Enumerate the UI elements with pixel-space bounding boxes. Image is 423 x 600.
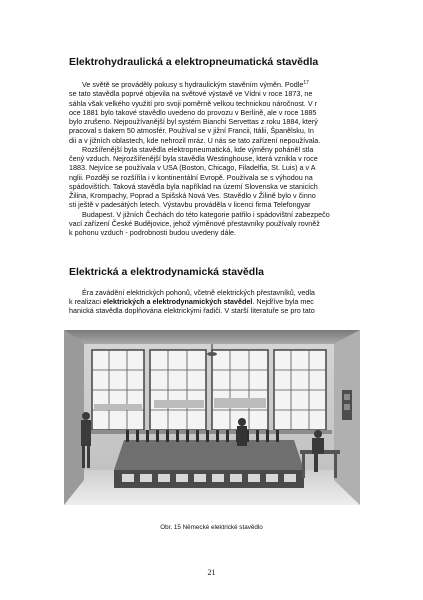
line2-prefix: k realizaci bbox=[69, 297, 103, 306]
section-body-hydraulic-line bbox=[69, 117, 318, 126]
section-body-hydraulic-line bbox=[69, 200, 311, 209]
section-body-hydraulic-line bbox=[69, 154, 318, 163]
section-body-hydraulic-line bbox=[69, 173, 313, 182]
line-text: nglii. Později se rozšířila i v kontinentální Evropě. Používala se s výhodou na bbox=[69, 172, 313, 182]
section-body-hydraulic-line bbox=[69, 163, 316, 172]
section-body-hydraulic-line bbox=[69, 89, 312, 98]
section-body-hydraulic-line bbox=[69, 228, 236, 237]
line-text: vací zařízení České Budějovice, jehož výměnové přestavníky používaly rovněž bbox=[69, 218, 320, 228]
figure-caption: Obr. 15 Německé elektrické stavědlo bbox=[160, 524, 263, 531]
line-text: se tato stavědla poprvé objevila na světové výstavě ve Vídni v roce 1873, ne bbox=[69, 89, 313, 99]
line-text: spádovištích. Taková stavědla byla například na území Slovenska ve stanicích bbox=[69, 181, 318, 191]
section-heading-hydraulic: Elektrohydraulická a elektropneumatická stavědla bbox=[69, 56, 319, 68]
section-body-electric-line-2 bbox=[69, 297, 314, 306]
section-body-electric-line-1: Éra zavádění elektrických pohonů, včetně elektrických přestavníků, vedla bbox=[82, 288, 315, 297]
line-text: čený vzduch. Nejrozšířenější byla stavědla Westinghouse, která vznikla v roce bbox=[69, 154, 318, 163]
section-body-hydraulic-line bbox=[69, 99, 317, 108]
line-text: oce 1881 bylo takové stavědlo uvedeno do provozu v Berlíně, ale v roce 1885 bbox=[69, 107, 317, 117]
section-body-hydraulic-line bbox=[69, 219, 320, 228]
line-text: sáhla však velkého využití pro svoji poměrně velkou technickou náročnost. V r bbox=[69, 98, 318, 108]
section-body-hydraulic-line bbox=[82, 145, 313, 154]
section-body-hydraulic-line bbox=[69, 191, 316, 200]
line-text: k pohonu vzduch - podrobnosti budou uvedeny dále. bbox=[69, 228, 237, 237]
line-text: sti ještě v padesátých letech. Výstavbu prováděla v licenci firma Telefongyar bbox=[69, 200, 311, 210]
section-body-hydraulic-line bbox=[82, 80, 309, 89]
footnote-reference: 17 bbox=[303, 80, 309, 86]
line2-suffix: . Nejdříve byla mec bbox=[252, 297, 314, 306]
signal-box-photo bbox=[64, 330, 360, 505]
section-body-hydraulic-line bbox=[69, 136, 320, 145]
section-body-hydraulic-line bbox=[69, 182, 318, 191]
page-number: 21 bbox=[207, 568, 216, 577]
line-text: bylo zrušeno. Nejpoužívanější byl systém Bianchi Servettas z roku 1884, který bbox=[69, 117, 318, 126]
section-heading-electric: Elektrická a elektrodynamická stavědla bbox=[69, 266, 264, 278]
line-text: 1883. Nejvíce se používala v USA (Boston, Chicago, Filadelfia, St. Luis) a v A bbox=[69, 163, 316, 173]
line-text: Žilina, Krompachy, Poprad a Spišská Nová Ves. Stavědlo v Žilině bylo v činno bbox=[69, 191, 316, 200]
section-body-hydraulic-line bbox=[82, 210, 330, 219]
line-text: Ve světě se prováděly pokusy s hydraulickým stavěním výměn. Podle bbox=[82, 80, 304, 89]
line-text: Rozšířenější byla stavědla elektropneumatická, kde výměny poháněl stla bbox=[82, 144, 314, 154]
section-body-hydraulic-line bbox=[69, 126, 314, 135]
line2-bold-term: elektrických a elektrodynamických stavědel bbox=[102, 297, 253, 306]
section-body-hydraulic-line bbox=[69, 108, 316, 117]
line-text: pracoval s tlakem 50 atmosfér. Používal se v jižní Francii, Itálii, Španělsku, In bbox=[69, 126, 314, 136]
line-text: Budapest. V jižních Čechách do této kategorie patřilo i spádovištní zabezpečo bbox=[82, 209, 330, 219]
line-text: dii a v jižních oblastech, kde nehrozil mráz. U nás se tato zařízení nepoužívala. bbox=[69, 135, 321, 145]
section-body-electric-line-3: hanická stavědla doplňována elektrickými řadiči. V starší literatuře se pro tato bbox=[69, 306, 315, 315]
